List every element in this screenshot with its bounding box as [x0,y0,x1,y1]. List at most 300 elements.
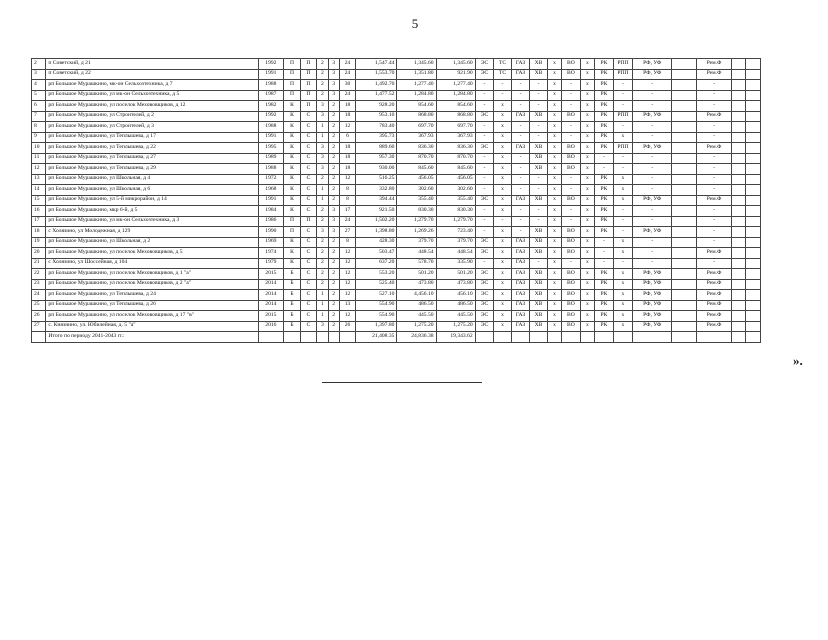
table-cell: К [284,153,300,164]
table-cell: - [595,248,614,259]
table-cell: 12 [32,164,46,175]
table-row [32,258,761,269]
table-cell [732,300,746,311]
table-cell: 17 [32,216,46,227]
table-cell: 2 [328,101,339,112]
table-cell: 525.40 [356,279,397,290]
table-cell: П [284,59,300,70]
table-cell: 1,269.26 [397,227,436,238]
table-cell: - [475,164,494,175]
table-cell: - [697,153,732,164]
address-cell: рп Большое Мурашкино, ул Теплышева, д 27 [46,153,258,164]
table-cell: 456.05 [436,174,475,185]
table-cell: - [511,206,530,217]
table-cell: 11 [32,153,46,164]
table-cell [672,153,697,164]
total-cell [746,332,761,343]
table-cell: 836.30 [397,143,436,154]
table-cell [746,227,761,238]
table-cell: - [613,122,633,133]
table-cell: - [613,153,633,164]
table-cell: 18 [339,164,355,175]
table-cell: 24 [339,90,355,101]
table-cell: х [580,216,594,227]
footer-rule [322,382,482,383]
table-cell: С [300,248,316,259]
table-cell: х [547,269,561,280]
table-cell: х [494,227,512,238]
table-cell: ЭС [475,321,494,332]
table-cell: х [494,164,512,175]
table-cell [746,101,761,112]
table-cell: 578.70 [397,258,436,269]
table-cell [746,59,761,70]
table-cell: ВО [562,227,581,238]
table-row [32,248,761,259]
table-cell: - [475,227,494,238]
table-cell: Рем.Ф [697,279,732,290]
table-cell: 2 [317,59,328,70]
table-cell [746,90,761,101]
table-cell: ЭС [475,195,494,206]
table-cell: х [580,143,594,154]
table-cell: - [613,227,633,238]
table-cell: - [697,101,732,112]
table-cell: ВО [562,195,581,206]
table-cell: - [697,90,732,101]
table-cell: ХВ [530,300,548,311]
table-cell: 836.30 [436,143,475,154]
table-row [32,279,761,290]
table-cell: х [494,290,512,301]
table-cell: 1,502.20 [356,216,397,227]
table-cell: 723.40 [436,227,475,238]
table-row [32,90,761,101]
table-cell: 1,279.70 [397,216,436,227]
table-cell: - [697,237,732,248]
table-cell [732,269,746,280]
table-cell [672,195,697,206]
table-cell: х [613,195,633,206]
table-cell: 3 [317,143,328,154]
table-cell [732,90,746,101]
table-cell: 1 [317,132,328,143]
table-cell [732,111,746,122]
table-cell: РК [595,143,614,154]
table-cell: - [633,258,672,269]
table-cell: - [697,132,732,143]
total-cell [317,332,328,343]
table-row [32,227,761,238]
table-cell: - [633,153,672,164]
table-cell: х [547,111,561,122]
table-cell [746,80,761,91]
table-cell: С [300,153,316,164]
table-cell: х [547,227,561,238]
address-cell: рп Большое Мурашкино, ул поселок Мехововщиков, д 12 [46,101,258,112]
table-cell: РК [595,90,614,101]
table-cell: - [475,122,494,133]
table-cell: 24 [339,69,355,80]
table-cell [672,101,697,112]
total-cell [562,332,581,343]
table-cell: 1,277.40 [397,80,436,91]
table-cell: х [547,132,561,143]
table-cell: 2 [317,174,328,185]
table-cell [732,185,746,196]
table-cell: РК [595,321,614,332]
total-cell [284,332,300,343]
table-cell [672,59,697,70]
table-cell: 12 [339,248,355,259]
table-cell: х [547,206,561,217]
table-cell: ЭС [475,59,494,70]
table-cell: ГАЗ [511,279,530,290]
address-cell: рп Большое Мурашкино, ул Теплышева, д 26 [46,300,258,311]
table-cell: - [530,80,548,91]
table-cell: С [300,311,316,322]
table-cell: х [547,300,561,311]
housing-register-table [31,58,761,343]
total-cell [530,332,548,343]
table-cell: 3 [317,227,328,238]
table-cell [746,122,761,133]
table-cell: ХВ [530,153,548,164]
table-cell: П [300,101,316,112]
table-cell: С [300,206,316,217]
address-cell: с Холязино, ул Шоссейная, д 104 [46,258,258,269]
table-cell: РК [595,227,614,238]
table-cell: х [613,174,633,185]
table-cell: Б [284,311,300,322]
table-cell: Рем.Ф [697,269,732,280]
table-cell [672,321,697,332]
table-cell: х [494,132,512,143]
table-cell: 2 [328,300,339,311]
table-cell: ХВ [530,164,548,175]
table-cell: 12 [339,290,355,301]
table-cell: х [580,164,594,175]
table-cell: ГАЗ [511,69,530,80]
total-cell [595,332,614,343]
table-row [32,164,761,175]
table-cell: 554.90 [356,300,397,311]
table-cell: П [284,227,300,238]
total-cell [328,332,339,343]
table-cell: ЭС [475,269,494,280]
table-cell: 335.90 [436,258,475,269]
table-cell: С [300,321,316,332]
table-cell: - [511,185,530,196]
table-cell: К [284,258,300,269]
table-cell: 697.70 [397,122,436,133]
table-cell: 9 [32,132,46,143]
table-cell: РФ, УФ [633,290,672,301]
table-cell: РК [595,216,614,227]
table-cell: х [547,174,561,185]
table-cell: 2 [328,279,339,290]
table-cell: - [475,132,494,143]
table-cell: - [530,90,548,101]
table-cell: - [697,206,732,217]
table-cell: ВО [562,279,581,290]
table-cell: К [284,185,300,196]
table-cell: 2 [328,258,339,269]
table-cell: - [530,185,548,196]
table-cell: - [633,237,672,248]
table-cell [672,164,697,175]
table-cell: РПП [613,143,633,154]
total-cell [339,332,355,343]
total-cell [494,332,512,343]
table-cell: ГАЗ [511,321,530,332]
table-cell: 854.60 [397,101,436,112]
table-cell [672,216,697,227]
table-cell: х [494,101,512,112]
table-cell: 5 [32,90,46,101]
table-cell: х [580,195,594,206]
total-cell [580,332,594,343]
table-cell [746,269,761,280]
table-cell: Рем.Ф [697,300,732,311]
table-cell: 7 [32,111,46,122]
table-cell: 2 [328,132,339,143]
table-cell: 3 [317,111,328,122]
table-cell: РК [595,290,614,301]
table-cell: 516.25 [356,174,397,185]
table-cell: 1,547.44 [356,59,397,70]
table-cell [672,237,697,248]
table-cell: 2 [328,164,339,175]
table-cell: - [530,174,548,185]
table-cell: 13 [32,174,46,185]
table-cell: - [562,90,581,101]
table-cell: 302.60 [436,185,475,196]
table-cell: х [547,290,561,301]
table-cell: 24 [32,290,46,301]
table-cell: 10 [32,143,46,154]
table-cell: С [300,290,316,301]
table-cell: 379.70 [397,237,436,248]
table-cell: - [613,80,633,91]
table-cell: - [530,132,548,143]
table-row [32,143,761,154]
table-cell: - [633,206,672,217]
table-cell: х [494,300,512,311]
table-cell: 12 [339,174,355,185]
table-cell: - [475,185,494,196]
table-cell: 8 [32,122,46,133]
table-cell [746,153,761,164]
table-cell: х [580,132,594,143]
table-cell: 1987 [258,90,284,101]
table-cell: х [580,279,594,290]
table-cell: 2 [317,90,328,101]
total-cell [547,332,561,343]
table-cell: 486.50 [397,300,436,311]
table-cell: Рем.Ф [697,69,732,80]
page-number: 5 [411,16,419,31]
table-cell [746,111,761,122]
table-cell: ВО [562,69,581,80]
table-cell: РПП [613,111,633,122]
table-cell: х [613,290,633,301]
table-cell: К [284,206,300,217]
table-cell: - [475,216,494,227]
table-cell [732,237,746,248]
table-cell: ХВ [530,269,548,280]
table-cell: РК [595,80,614,91]
table-cell: 2 [328,290,339,301]
table-cell: 1,284.80 [397,90,436,101]
table-cell: 26 [32,311,46,322]
table-cell: 2 [328,174,339,185]
table-cell: РФ, УФ [633,59,672,70]
table-cell: ХВ [530,59,548,70]
table-cell [746,258,761,269]
table-cell [746,132,761,143]
table-cell: х [613,237,633,248]
table-cell [732,174,746,185]
table-cell: РК [595,311,614,322]
address-cell: п Советский, д 21 [46,59,258,70]
table-cell: 2016 [258,321,284,332]
table-cell: 854.60 [436,101,475,112]
table-cell: ГАЗ [511,300,530,311]
address-cell: рп Большое Мурашкино, ул мк-он Сельхозтехника, д 3 [46,216,258,227]
table-cell: 637.20 [356,258,397,269]
table-row [32,122,761,133]
table-cell: 2 [328,122,339,133]
table-cell: 1,553.70 [356,69,397,80]
address-cell: рп Большое Мурашкино, ул Теплышева, д 29 [46,164,258,175]
table-cell: 783.40 [356,122,397,133]
table-cell: х [613,269,633,280]
table-cell: К [284,101,300,112]
table-cell: - [697,185,732,196]
table-cell: С [300,185,316,196]
table-row [32,290,761,301]
table-cell: П [284,216,300,227]
table-cell: П [300,59,316,70]
table-cell: 1,351.80 [397,69,436,80]
table-cell: РПП [613,69,633,80]
table-cell: П [300,80,316,91]
table-cell: - [511,80,530,91]
table-cell: х [547,59,561,70]
table-cell: П [300,90,316,101]
table-cell: - [511,101,530,112]
table-cell: - [530,122,548,133]
table-cell: П [300,69,316,80]
table-cell [746,216,761,227]
table-cell: 1991 [258,69,284,80]
table-cell: 30 [339,80,355,91]
table-cell: 845.60 [397,164,436,175]
table-row [32,174,761,185]
address-cell: рп Большое Мурашкино, ул Теплышева, д 17 [46,132,258,143]
table-cell: 501.20 [436,269,475,280]
table-cell: ТС [494,69,512,80]
table-cell: 394.44 [356,195,397,206]
table-cell [746,300,761,311]
table-cell: 1,279.70 [436,216,475,227]
table-cell: - [562,258,581,269]
table-cell: 830.30 [397,206,436,217]
table-cell: 953.10 [356,111,397,122]
table-cell: 6 [339,132,355,143]
table-cell: - [530,101,548,112]
table-cell [672,279,697,290]
table-cell: Б [284,290,300,301]
table-row [32,101,761,112]
table-cell: 12 [339,258,355,269]
table-cell: ВО [562,321,581,332]
total-cell: 21,408.35 [356,332,397,343]
table-cell: 1969 [258,237,284,248]
table-cell: С [300,164,316,175]
table-cell: х [547,69,561,80]
total-cell [32,332,46,343]
table-cell: х [613,321,633,332]
table-cell: - [475,174,494,185]
table-cell: 870.70 [436,153,475,164]
table-cell: РК [595,101,614,112]
table-cell [732,290,746,301]
table-cell: ЭС [475,237,494,248]
table-cell: 1992 [258,59,284,70]
table-cell: 8 [339,237,355,248]
table-cell [746,290,761,301]
table-cell: - [475,258,494,269]
table-cell: 868.80 [436,111,475,122]
table-cell: 1972 [258,174,284,185]
table-cell: 2 [317,269,328,280]
table-cell: - [633,80,672,91]
table-cell: 2014 [258,279,284,290]
table-cell: х [547,164,561,175]
table-cell: х [547,143,561,154]
total-cell [697,332,732,343]
table-cell: 355.40 [397,195,436,206]
table-cell: РФ, УФ [633,111,672,122]
table-cell: 2 [317,279,328,290]
table-cell: 3 [317,153,328,164]
table-cell: К [284,132,300,143]
table-cell: ГАЗ [511,311,530,322]
table-cell [732,122,746,133]
table-cell: 1,345.60 [436,59,475,70]
table-cell: 367.93 [436,132,475,143]
table-cell [672,269,697,280]
table-cell: х [494,122,512,133]
table-cell: - [633,174,672,185]
table-row [32,195,761,206]
table-row [32,216,761,227]
table-cell: х [580,153,594,164]
table-cell: 456.05 [397,174,436,185]
table-cell: 3 [328,69,339,80]
table-cell: ЭС [475,248,494,259]
table-cell [672,227,697,238]
table-cell: 868.80 [397,111,436,122]
table-cell: 697.70 [436,122,475,133]
table-cell: 8 [339,185,355,196]
table-cell: - [511,132,530,143]
table-cell: 355.40 [436,195,475,206]
table-row [32,311,761,322]
table-cell: 1986 [258,216,284,227]
